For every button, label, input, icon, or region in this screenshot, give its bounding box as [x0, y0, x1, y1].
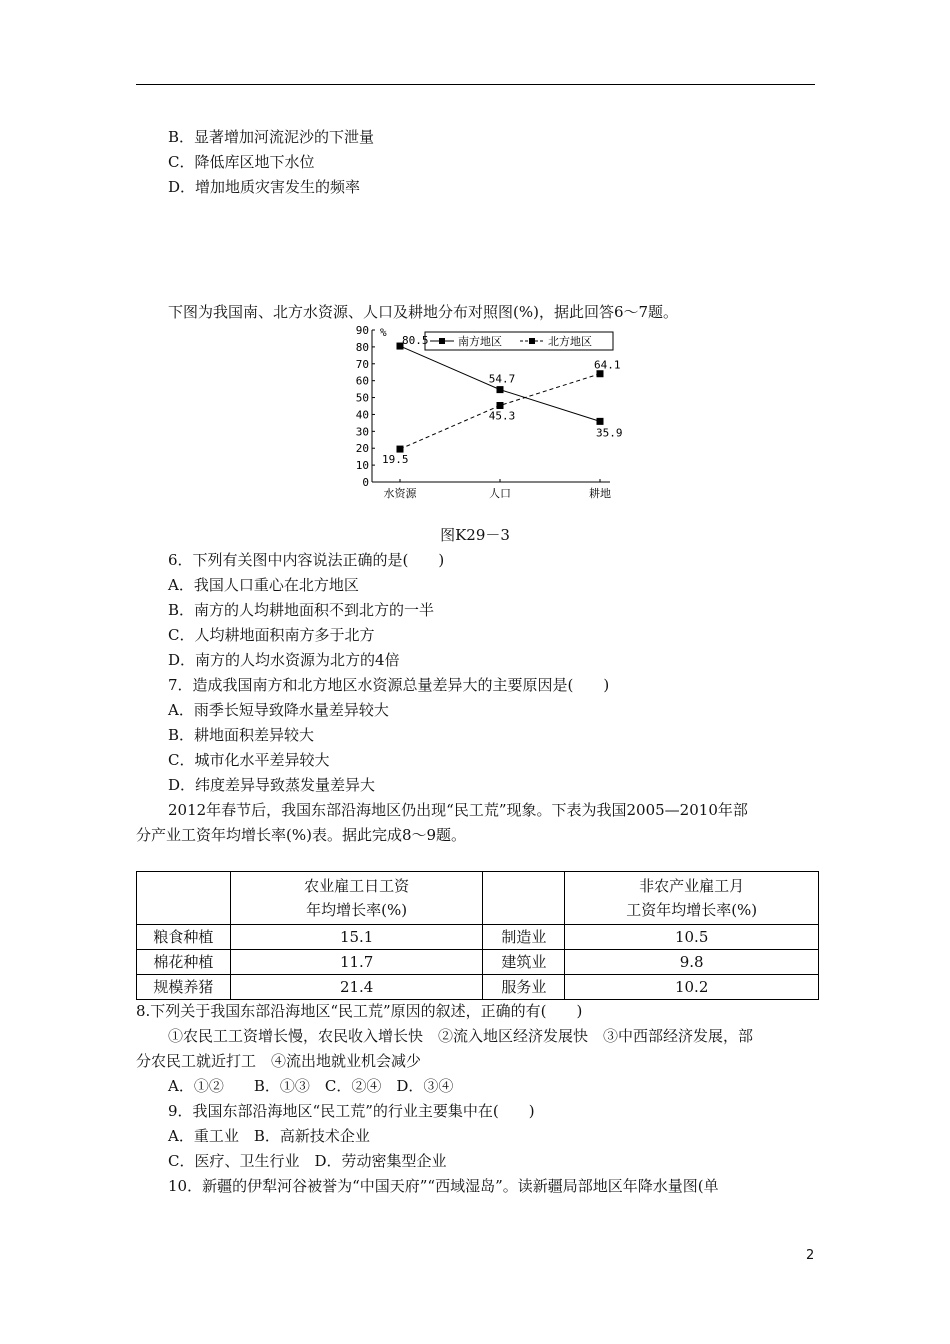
data-label: 80.5 — [402, 334, 429, 348]
row-industry: 制造业 — [483, 925, 565, 950]
table-header-empty-left — [137, 872, 231, 925]
q6-stem: 6．下列有关图中内容说法正确的是( ) — [168, 551, 445, 569]
row-category: 棉花种植 — [137, 950, 231, 975]
q8-statements-line2: 分农民工就近打工 ④流出地就业机会减少 — [136, 1052, 422, 1070]
y-tick-label: 80 — [355, 340, 369, 354]
data-point — [597, 418, 604, 425]
row-category: 粮食种植 — [137, 925, 231, 950]
page-number: 2 — [806, 1248, 815, 1263]
legend-marker-south — [439, 338, 445, 344]
header-nonagri-line1: 非农产业雇工月 — [639, 877, 745, 895]
q7-option-b: B．耕地面积差异较大 — [168, 726, 315, 744]
q9-options-line1: A．重工业 B．高新技术企业 — [168, 1127, 370, 1145]
row-industry: 建筑业 — [483, 950, 565, 975]
y-tick-label: 20 — [355, 442, 369, 456]
data-label: 35.9 — [596, 426, 623, 440]
table-header-agri — [230, 872, 483, 925]
header-agri-line1: 农业雇工日工资 — [304, 877, 410, 895]
data-label: 19.5 — [382, 453, 409, 467]
q6-option-c: C．人均耕地面积南方多于北方 — [168, 626, 375, 644]
y-tick-label: 50 — [355, 391, 369, 405]
legend-marker-north — [529, 338, 535, 344]
y-tick-label: 90 — [355, 324, 369, 337]
q7-option-a: A．雨季长短导致降水量差异较大 — [168, 701, 389, 719]
row-agri-value: 21.4 — [230, 975, 483, 1000]
q8-stem: 8.下列关于我国东部沿海地区“民工荒”原因的叙述，正确的有( ) — [136, 1002, 583, 1020]
table-row — [137, 950, 819, 975]
chart-legend — [425, 332, 613, 350]
distribution-line-chart — [350, 320, 630, 505]
q9-stem: 9．我国东部沿海地区“民工荒”的行业主要集中在( ) — [168, 1102, 535, 1120]
x-tick-label: 耕地 — [589, 487, 611, 500]
table-header-row — [137, 872, 819, 925]
q7-option-c: C．城市化水平差异较大 — [168, 751, 330, 769]
table-header-nonagri — [565, 872, 819, 925]
x-tick-label: 人口 — [489, 487, 511, 500]
q10-stem: 10．新疆的伊犁河谷被誉为“中国天府”“西域湿岛”。读新疆局部地区年降水量图(单 — [168, 1177, 719, 1195]
data-point — [497, 386, 504, 393]
y-tick-label: 10 — [355, 459, 369, 473]
q7-stem: 7．造成我国南方和北方地区水资源总量差异大的主要原因是( ) — [168, 676, 610, 694]
y-tick-label: 40 — [355, 408, 369, 422]
header-nonagri-line2: 工资年均增长率(%) — [626, 901, 758, 919]
q9-options-line2: C．医疗、卫生行业 D．劳动密集型企业 — [168, 1152, 447, 1170]
intro-8-9-line1: 2012年春节后，我国东部沿海地区仍出现“民工荒”现象。下表为我国2005—2010年部 — [168, 801, 748, 819]
table-row — [137, 975, 819, 1000]
table-header-empty-right — [483, 872, 565, 925]
row-agri-value: 11.7 — [230, 950, 483, 975]
q8-options: A．①② B．①③ C．②④ D．③④ — [168, 1077, 454, 1095]
row-agri-value: 15.1 — [230, 925, 483, 950]
row-industry-value: 10.2 — [565, 975, 819, 1000]
header-rule — [136, 84, 815, 85]
y-tick-label: 70 — [355, 357, 369, 371]
data-label: 54.7 — [488, 372, 516, 386]
top-option-b: B．显著增加河流泥沙的下泄量 — [168, 128, 375, 146]
q6-option-a: A．我国人口重心在北方地区 — [168, 576, 359, 594]
row-industry-value: 9.8 — [565, 950, 819, 975]
intro-6-7: 下图为我国南、北方水资源、人口及耕地分布对照图(%)，据此回答6～7题。 — [168, 303, 679, 321]
header-agri-line2: 年均增长率(%) — [306, 901, 408, 919]
q8-statements-line1: ①农民工工资增长慢，农民收入增长快 ②流入地区经济发展快 ③中西部经济发展，部 — [168, 1027, 754, 1045]
data-label: 64.1 — [594, 358, 621, 372]
q7-option-d: D．纬度差异导致蒸发量差异大 — [168, 776, 376, 794]
y-unit-label: % — [380, 326, 387, 339]
legend-label-south: 南方地区 — [458, 335, 502, 348]
data-point — [497, 402, 504, 409]
row-industry: 服务业 — [483, 975, 565, 1000]
figure-caption: 图K29－3 — [440, 526, 510, 544]
y-tick-label: 60 — [355, 374, 369, 388]
wage-growth-table — [136, 871, 819, 1000]
top-option-c: C．降低库区地下水位 — [168, 153, 315, 171]
data-label: 45.3 — [488, 409, 516, 423]
row-category: 规模养猪 — [137, 975, 231, 1000]
x-tick-label: 水资源 — [383, 487, 417, 500]
data-point — [397, 446, 404, 453]
intro-8-9-line2: 分产业工资年均增长率(%)表。据此完成8～9题。 — [136, 826, 467, 844]
y-tick-label: 0 — [362, 476, 369, 489]
row-industry-value: 10.5 — [565, 925, 819, 950]
y-tick-label: 30 — [355, 425, 369, 439]
table-row — [137, 925, 819, 950]
q6-option-b: B．南方的人均耕地面积不到北方的一半 — [168, 601, 435, 619]
q6-option-d: D．南方的人均水资源为北方的4倍 — [168, 651, 400, 669]
top-option-d: D．增加地质灾害发生的频率 — [168, 178, 361, 196]
legend-label-north: 北方地区 — [548, 335, 592, 348]
